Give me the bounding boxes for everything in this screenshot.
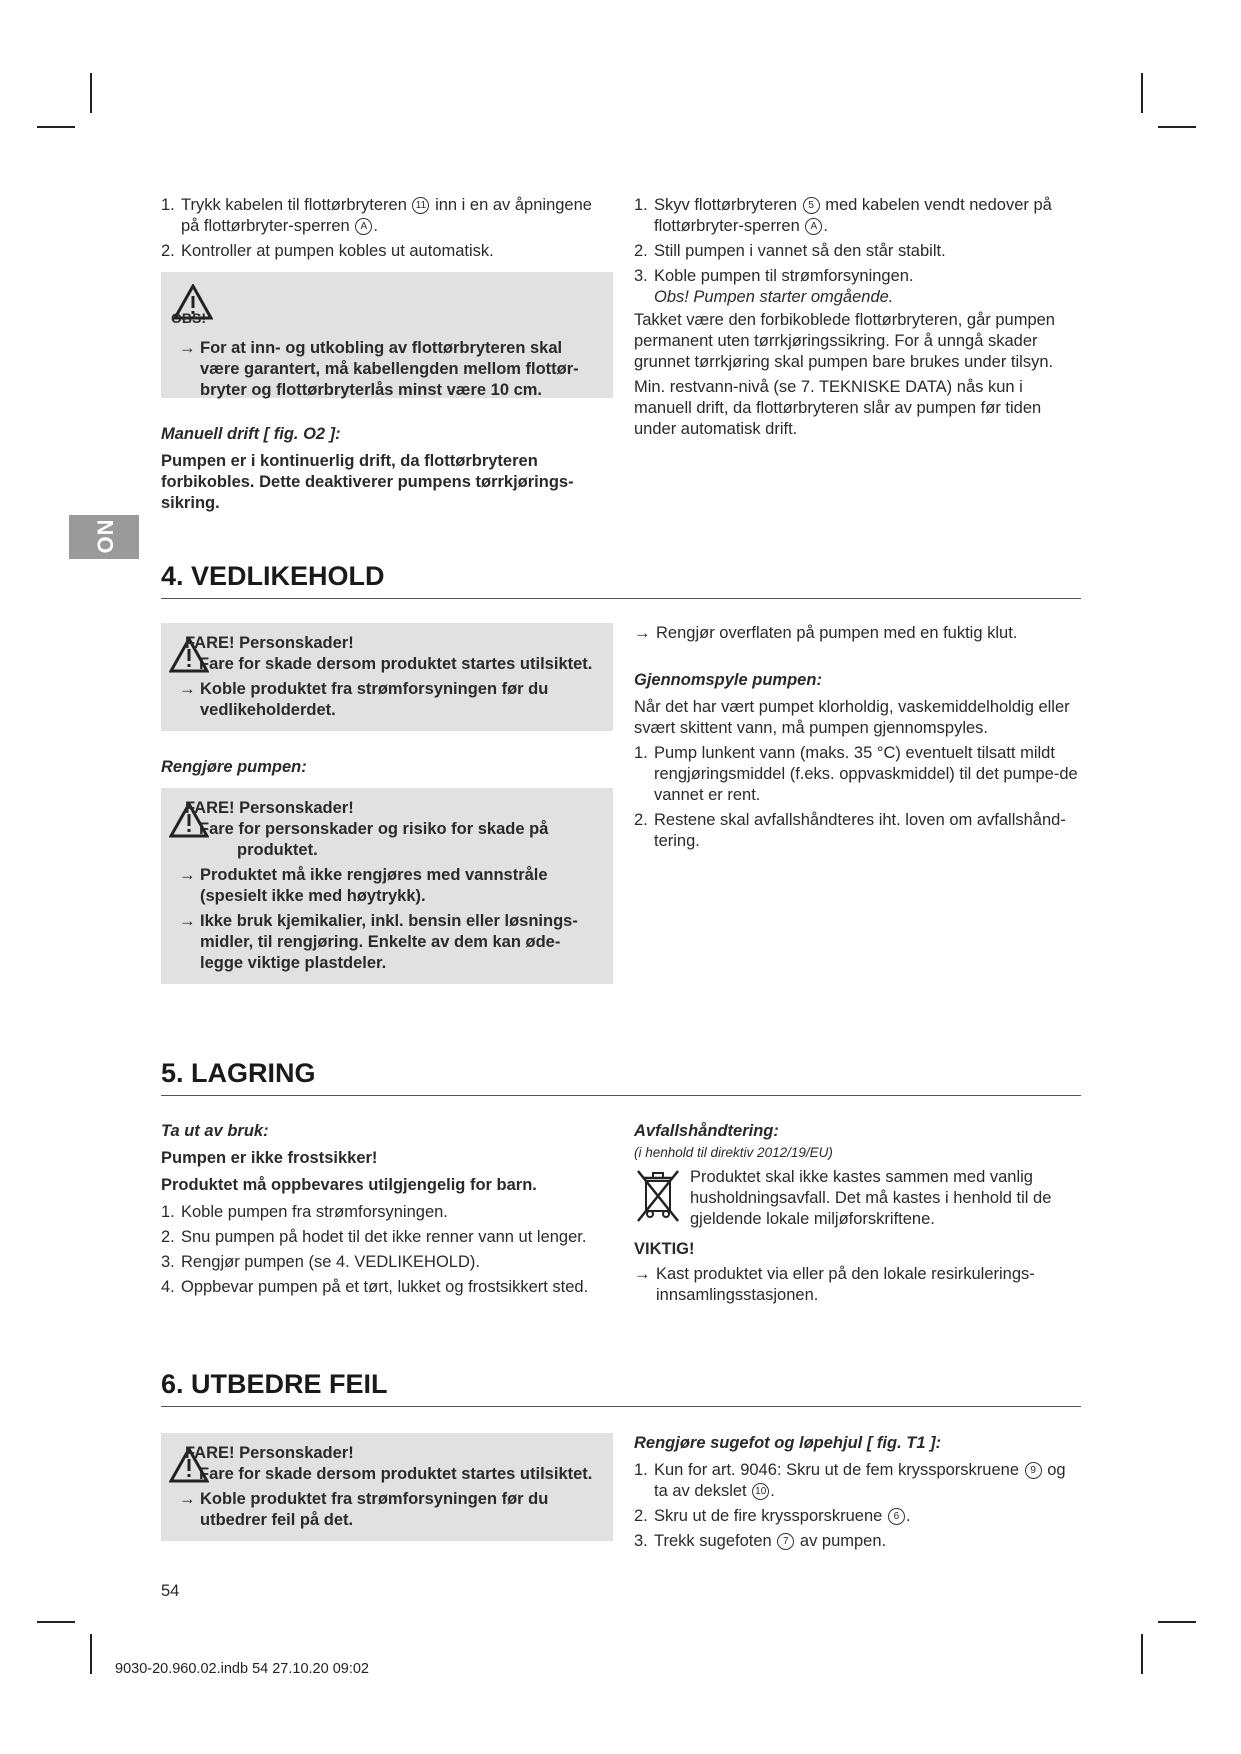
danger-box (161, 788, 613, 984)
danger-arrow: → Ikke bruk kjemikalier, inkl. bensin eller løsnings-midler, til rengjøring. Enkelte av dem kan øde-legge viktige plastdeler. (179, 912, 578, 972)
crop-mark (37, 126, 75, 128)
sec4-left-column (161, 623, 613, 984)
list-item: 2. Still pumpen i vannet så den står stabilt. (634, 242, 946, 260)
crop-mark (1158, 126, 1196, 128)
sec5-left-column (161, 1121, 613, 1302)
danger-head: FARE! Personskader! (185, 1444, 354, 1462)
waste-text: Produktet skal ikke kastes sammen med vanlig husholdningsavfall. Det må kastes i henhold til de gjeldende lokale miljøforskriftene. (690, 1168, 1052, 1228)
obs-label: OBS! (171, 310, 206, 326)
manual-text: Pumpen er i kontinuerlig drift, da flottørbryteren forbikobles. Dette deaktiverer pumpens tørrkjørings-sikring. (161, 452, 574, 512)
crop-mark (1141, 73, 1143, 113)
paragraph: Takket være den forbikoblede flottørbryteren, går pumpen permanent uten tørrkjøringssikring. For å unngå skader grunnet tørrkjøring skal pumpen bare brukes under tilsyn. (634, 311, 1055, 371)
important-label: VIKTIG! (634, 1240, 695, 1258)
out-heading: Ta ut av bruk: (161, 1122, 269, 1140)
language-tab: NO (69, 515, 139, 559)
list-item: 3. Rengjør pumpen (se 4. VEDLIKEHOLD). (161, 1253, 480, 1271)
list-item: 1. Skyv flottørbryteren 5 med kabelen vendt nedover på flottørbryter-sperren A . (634, 196, 1052, 235)
sec4-right-column (634, 623, 1080, 856)
flush-heading: Gjennomspyle pumpen: (634, 671, 822, 689)
list-item: 2. Snu pumpen på hodet til det ikke renner vann ut lenger. (161, 1228, 587, 1246)
list-item: 2. Restene skal avfallshåndteres iht. loven om avfallshånd-tering. (634, 811, 1066, 850)
danger-arrow: → Koble produktet fra strømforsyningen før du utbedrer feil på det. (179, 1490, 549, 1529)
obs-arrow: → For at inn- og utkobling av flottørbryteren skal være garantert, må kabellengden mellom flottør-bryter og flottørbryterlås minst være 10 cm. (179, 339, 579, 399)
manual-heading: Manuell drift [ fig. O2 ]: (161, 425, 341, 443)
waste-heading: Avfallshåndtering: (634, 1122, 779, 1140)
paragraph: Når det har vært pumpet klorholdig, vaskemiddelholdig eller svært skittent vann, må pumpen gjennomspyles. (634, 698, 1070, 737)
sec6-left-column (161, 1433, 613, 1541)
list-item: 2. Kontroller at pumpen kobles ut automatisk. (161, 242, 494, 260)
top-left-column (161, 195, 613, 514)
danger-sub: Fare for skade dersom produktet startes utilsiktet. (199, 1465, 593, 1483)
crop-mark (1141, 1634, 1143, 1674)
bold-note: Produktet må oppbevares utilgjengelig for barn. (161, 1176, 537, 1194)
crop-mark (90, 1634, 92, 1674)
wheelie-bin-crossed-icon (634, 1167, 682, 1225)
bold-note: Pumpen er ikke frostsikker! (161, 1149, 378, 1167)
crop-mark (1158, 1621, 1196, 1623)
obs-box (161, 272, 613, 398)
arrow-item: → Rengjør overflaten på pumpen med en fuktig klut. (634, 624, 1018, 642)
danger-box (161, 623, 613, 731)
waste-sub: (i henhold til direktiv 2012/19/EU) (634, 1145, 833, 1160)
list-item: 1. Trykk kabelen til flottørbryteren 11 inn i en av åpningene på flottørbryter-sperren A . (161, 196, 592, 235)
page-number: 54 (161, 1582, 180, 1600)
crop-mark (37, 1621, 75, 1623)
list-item: 1. Pump lunkent vann (maks. 35 °C) eventuelt tilsatt mildt rengjøringsmiddel (f.eks. oppvaskmiddel) til det pumpe-de vannet er rent. (634, 744, 1078, 804)
list-item: 4. Oppbevar pumpen på et tørt, lukket og frostsikkert sted. (161, 1278, 589, 1296)
danger-sub: Fare for skade dersom produktet startes utilsiktet. (199, 655, 593, 673)
section-title: 4. VEDLIKEHOLD (161, 561, 1081, 599)
arrow-item: → Kast produktet via eller på den lokale resirkulerings-innsamlingsstasjonen. (634, 1265, 1035, 1304)
section-title: 5. LAGRING (161, 1058, 1081, 1096)
sec6-right-column (634, 1433, 1080, 1556)
list-item: 3. Trekk sugefoten 7 av pumpen. (634, 1532, 887, 1550)
danger-arrow: → Produktet må ikke rengjøres med vannstråle (spesielt ikke med høytrykk). (179, 866, 548, 905)
list-item: 1. Koble pumpen fra strømforsyningen. (161, 1203, 448, 1221)
danger-head: FARE! Personskader! (185, 634, 354, 652)
crop-mark (90, 73, 92, 113)
paragraph: Min. restvann-nivå (se 7. TEKNISKE DATA) nås kun i manuell drift, da flottørbryteren slår av pumpen før tiden under automatisk drift. (634, 378, 1042, 438)
print-footer: 9030-20.960.02.indb 54 27.10.20 09:02 (115, 1661, 369, 1677)
waste-block (634, 1167, 1080, 1231)
list-item: 3. Koble pumpen til strømforsyningen. Obs! Pumpen starter omgående. (634, 267, 914, 306)
clean-heading: Rengjøre pumpen: (161, 758, 307, 776)
list-item: 2. Skru ut de fire kryssporskruene 6 . (634, 1507, 911, 1525)
danger-box (161, 1433, 613, 1541)
list-item: 1. Kun for art. 9046: Skru ut de fem kryssporskruene 9 og ta av dekslet 10 . (634, 1461, 1066, 1500)
section-title: 6. UTBEDRE FEIL (161, 1369, 1081, 1407)
sec5-right-column (634, 1121, 1080, 1310)
danger-arrow: → Koble produktet fra strømforsyningen før du vedlikeholderdet. (179, 680, 549, 719)
danger-head: FARE! Personskader! (185, 799, 354, 817)
sugefot-heading: Rengjøre sugefot og løpehjul [ fig. T1 ]: (634, 1434, 942, 1452)
top-right-column (634, 195, 1080, 444)
danger-sub: Fare for personskader og risiko for skade på produktet. (199, 820, 549, 859)
